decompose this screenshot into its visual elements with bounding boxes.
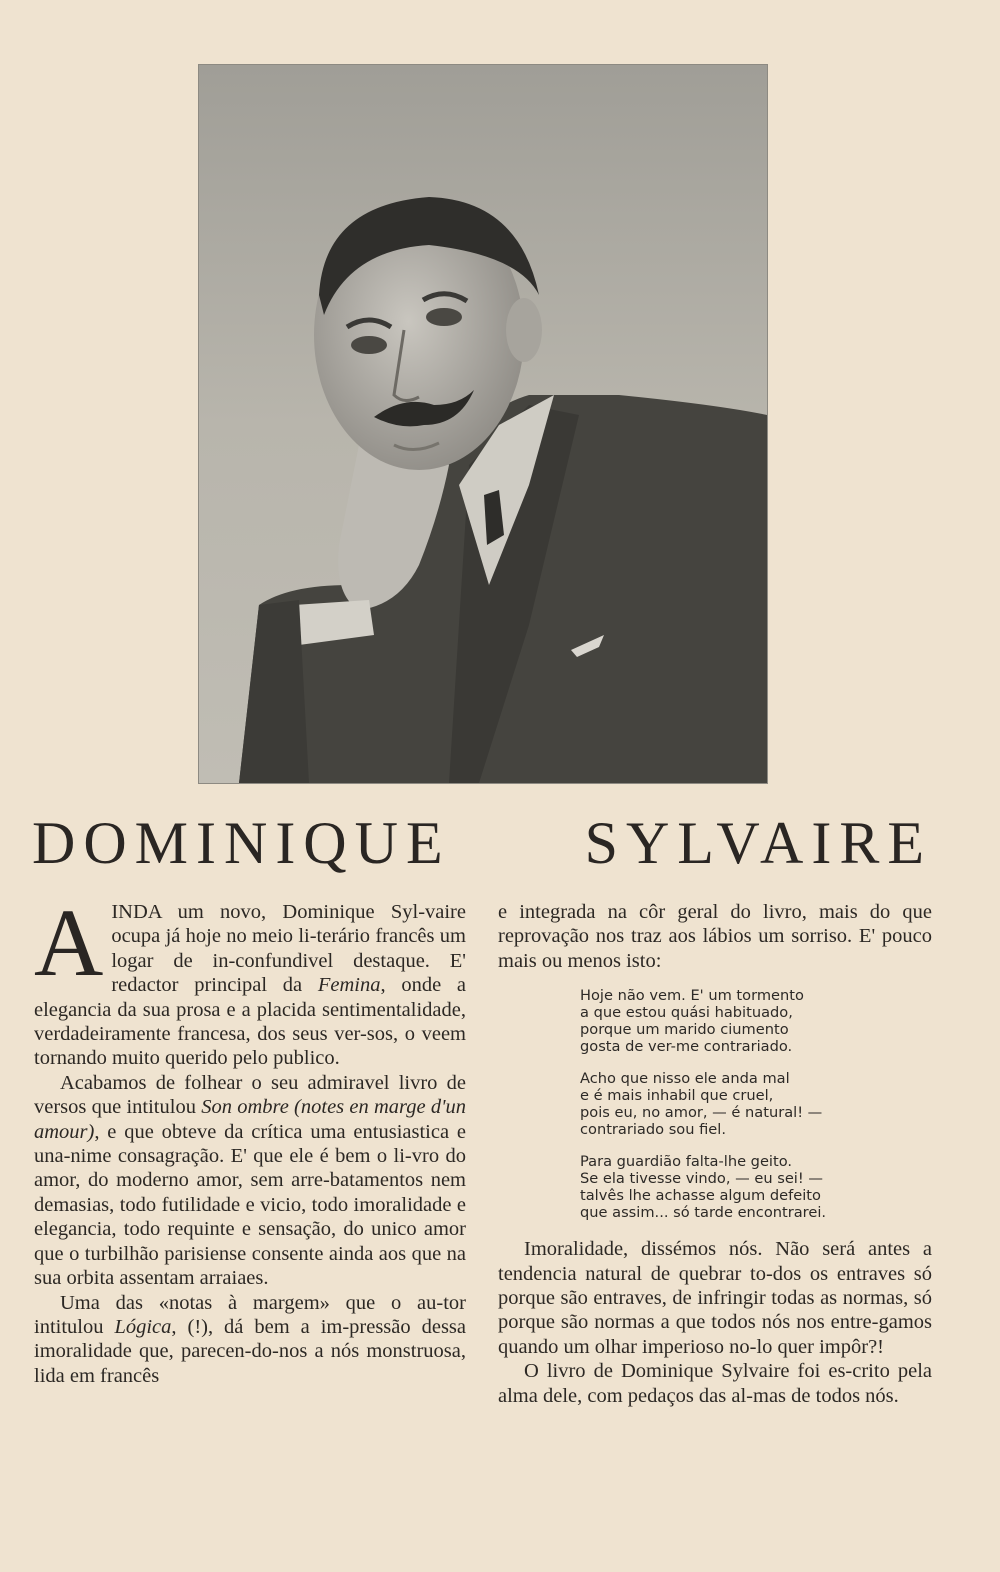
paragraph-2	[34, 1071, 466, 1291]
poem-stanza	[580, 987, 932, 1055]
poem	[580, 987, 932, 1221]
paragraph-2-end: , e que obteve da crítica uma entusiastica e una-nime consagração. E' que ele é bem o li-vro do amor, do moderno amor, sem arre-batamentos nem demasias, todo futilidade e vicio, todo imoralidade e elegancia, todo requinte e sensação, do unico amor que o turbilhão parisiense consente ainda aos que na sua orbita assentam arraiaes.	[34, 1120, 466, 1290]
portrait-illustration	[199, 65, 767, 783]
magazine-name: Femina	[317, 974, 381, 997]
poem-line: talvês lhe achasse algum defeito	[580, 1187, 821, 1205]
poem-line: pois eu, no amor, — é natural! —	[580, 1104, 823, 1122]
paragraph-3	[34, 1291, 466, 1389]
poem-stanza	[580, 1153, 932, 1221]
paragraph-1-end: , onde a elegancia da sua prosa e a placida sentimentalidade, verdadeiramente francesa, dos seus ver-sos, o veem tornando muito querido pelo publico.	[34, 974, 467, 1070]
poem-line: porque um marido ciumento	[580, 1021, 789, 1039]
poem-line: a que estou quási habituado,	[580, 1004, 793, 1022]
article-column-right	[498, 900, 932, 1408]
right-paragraph-1: Imoralidade, dissémos nós. Não será antes a tendencia natural de quebrar to-dos os entraves só porque são entraves, de infringir todas as normas, só porque são normas a que todos nós nos entre-gamos quando um olhar imperioso no-lo quer impôr?!	[498, 1238, 932, 1358]
poem-line: que assim... só tarde encontrarei.	[580, 1204, 827, 1222]
paragraph-2-text: Acabamos de folhear o seu admiravel livro de versos que intitulou	[34, 1071, 466, 1119]
poem-line: Hoje não vem. E' um tormento	[580, 987, 804, 1005]
poem-line: gosta de ver-me contrariado.	[580, 1038, 793, 1056]
poem-line: Para guardião falta-lhe geito.	[580, 1153, 793, 1171]
poem-stanza	[580, 1070, 932, 1138]
book-title: Son ombre (notes en marge d'un amour)	[34, 1096, 466, 1143]
article-title	[32, 808, 932, 878]
paragraph-1-text: INDA um novo, Dominique Syl-vaire ocupa já hoje no meio li-terário francês um logar de in-confundivel destaque. E' redactor principal da	[111, 901, 466, 997]
right-paragraph-2: O livro de Dominique Sylvaire foi es-crito pela alma dele, com pedaços das al-mas de todos nós.	[498, 1360, 932, 1407]
paragraph-3-end: , (!), dá bem a im-pressão dessa imoralidade que, parecen-do-nos a nós monstruosa, lida em francês	[34, 1315, 467, 1387]
paragraph-1	[34, 889, 467, 1071]
paragraph-3-text: Uma das «notas à margem» que o au-tor intitulou	[34, 1291, 466, 1338]
title-last-name: SYLVAIRE	[584, 809, 932, 876]
poem-line: Acho que nisso ele anda mal	[580, 1070, 790, 1088]
poem-line: contrariado sou fiel.	[580, 1121, 726, 1139]
right-intro: e integrada na côr geral do livro, mais do que reprovação nos traz aos lábios um sorriso. E' pouco mais ou menos isto:	[498, 901, 932, 972]
drop-cap: A	[34, 889, 104, 996]
article-column-left	[34, 889, 467, 1388]
title-first-name: DOMINIQUE	[32, 809, 451, 876]
poem-line: Se ela tivesse vindo, — eu sei! —	[580, 1170, 823, 1188]
portrait-photo	[198, 64, 768, 784]
poem-line: e é mais inhabil que cruel,	[580, 1087, 774, 1105]
poem-title: Lógica	[114, 1315, 172, 1338]
